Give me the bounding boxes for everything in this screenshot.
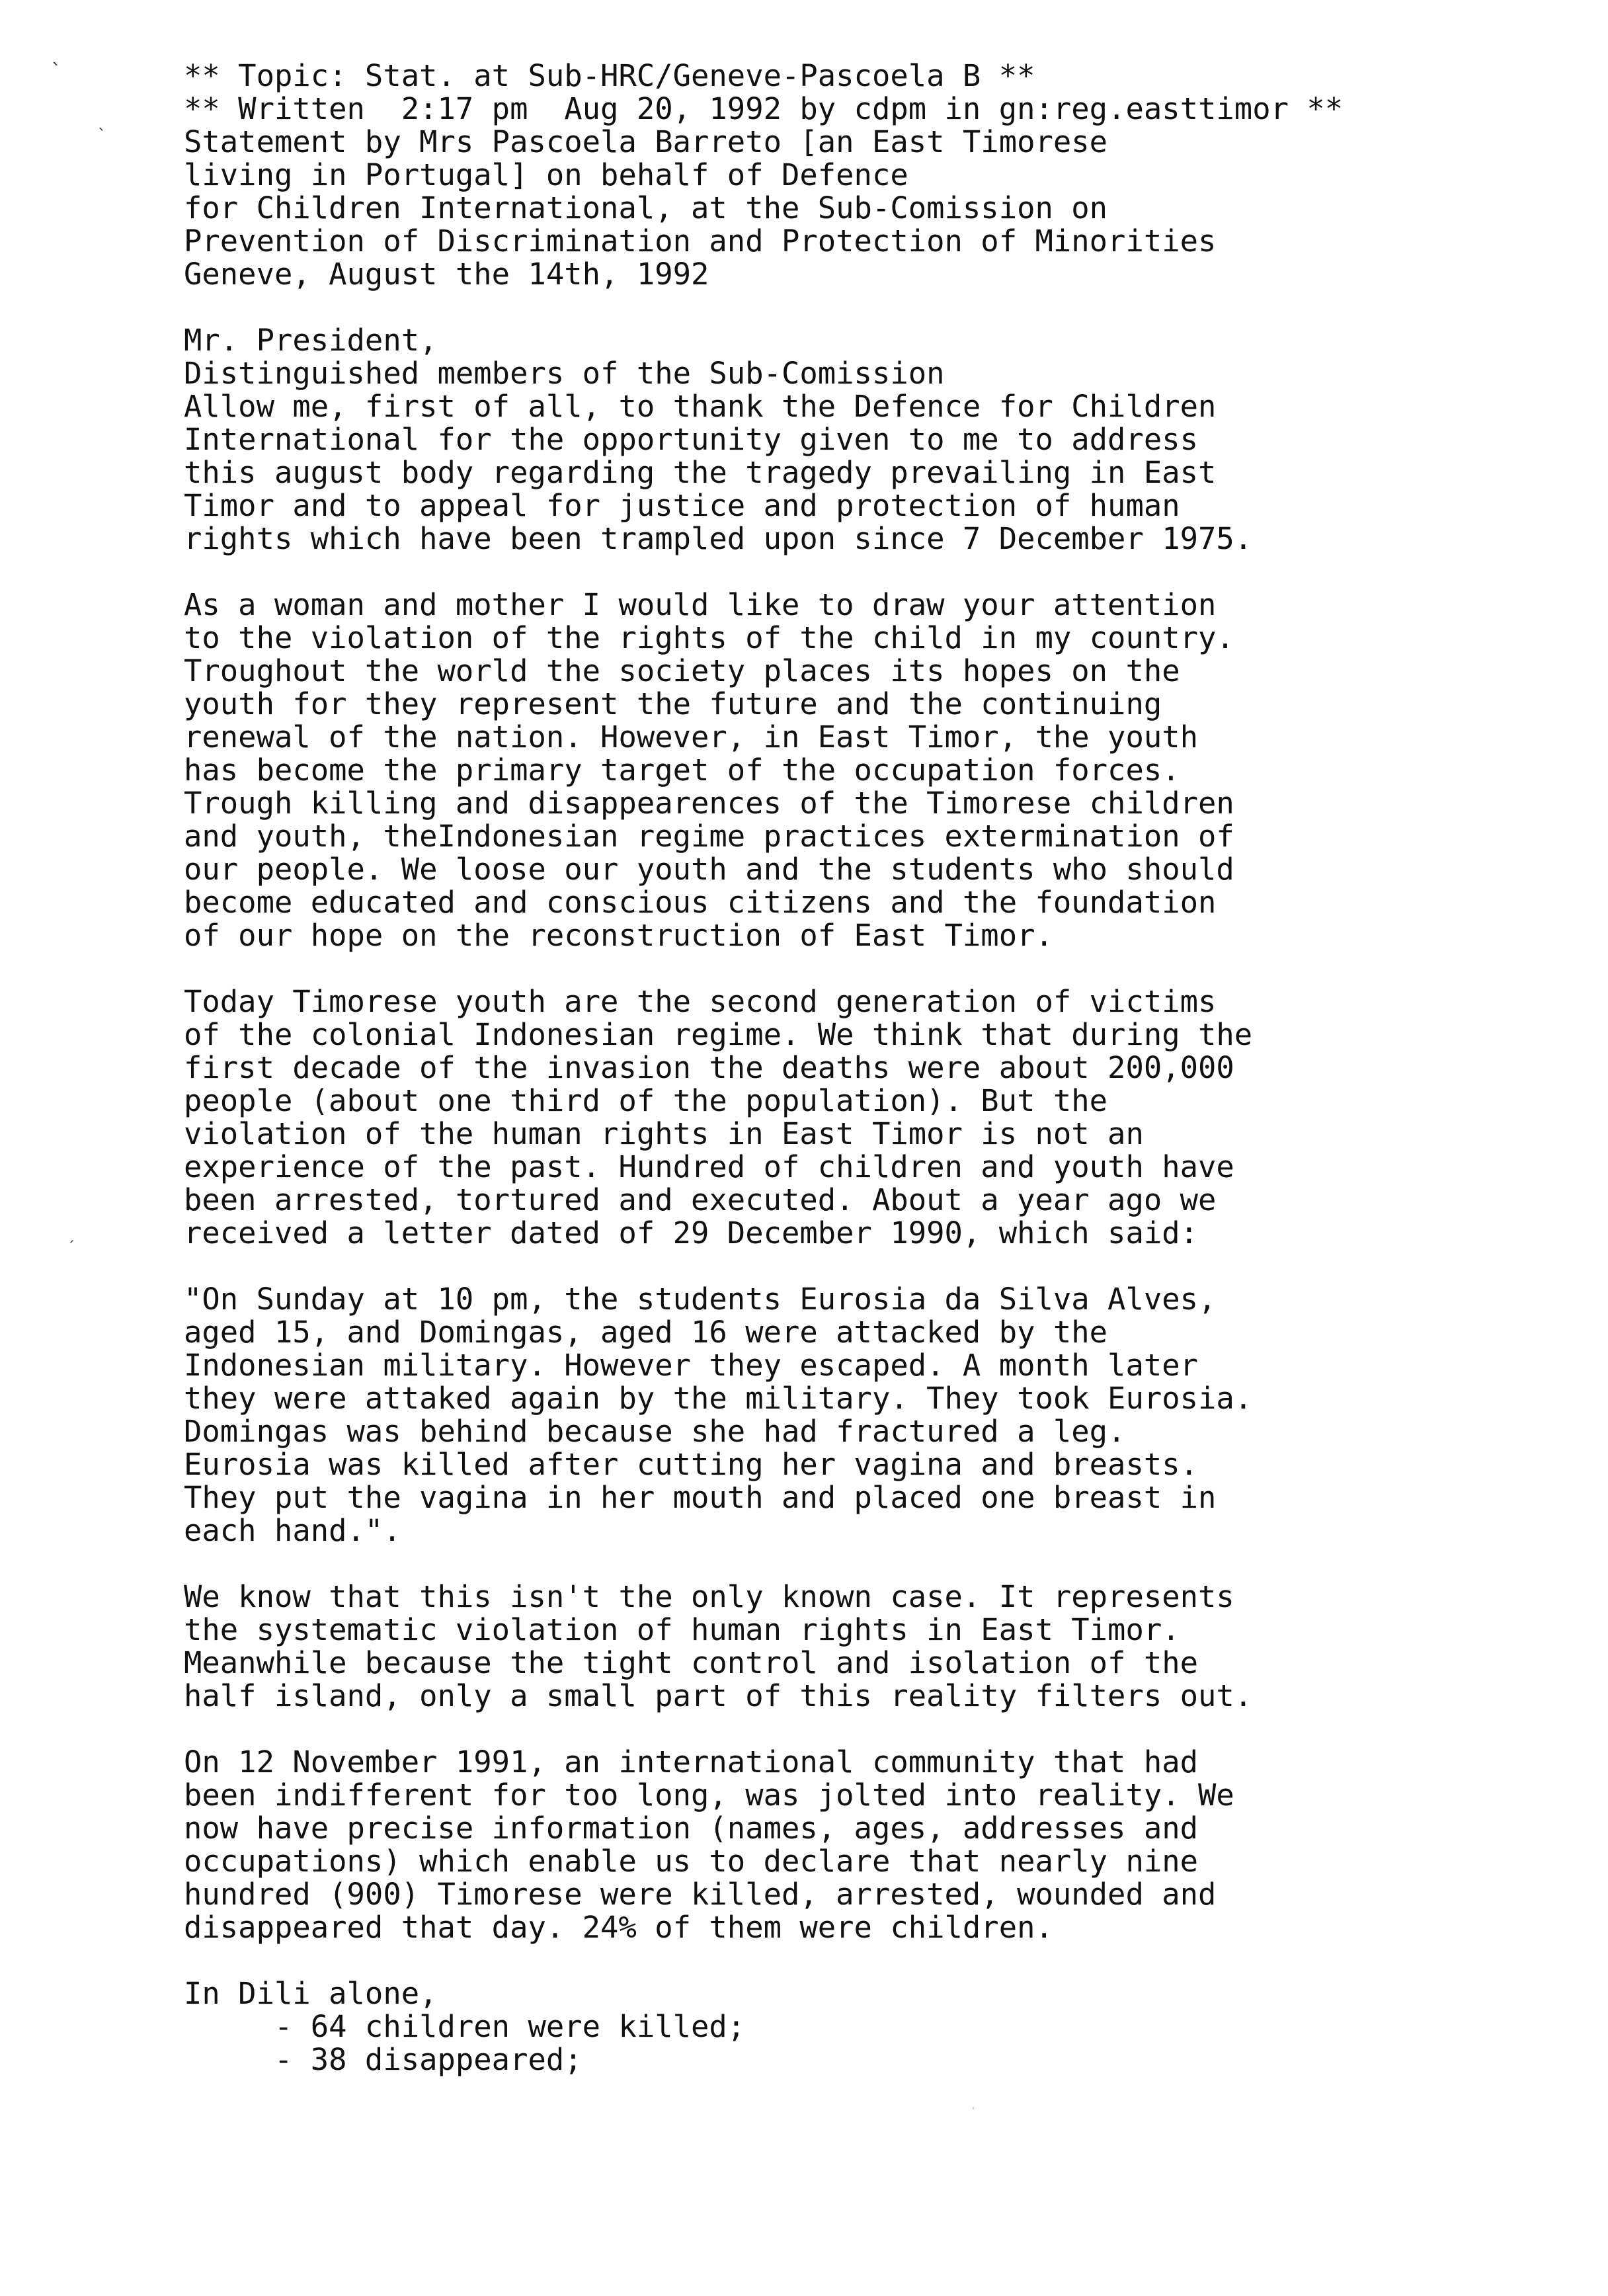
paragraph <box>184 1580 1599 1713</box>
text-line: living in Portugal] on behalf of Defence <box>184 157 908 192</box>
text-line: Domingas was behind because she had fractured a leg. <box>184 1414 1126 1449</box>
text-line: people (about one third of the population). But the <box>184 1083 1108 1118</box>
text-line: received a letter dated of 29 December 1990, which said: <box>184 1215 1199 1250</box>
text-line: On 12 November 1991, an international community that had <box>184 1744 1199 1780</box>
text-line: has become the primary target of the occupation forces. <box>184 753 1180 788</box>
paragraph <box>184 985 1599 1250</box>
text-line: the systematic violation of human rights in East Timor. <box>184 1612 1180 1647</box>
text-line: first decade of the invasion the deaths were about 200,000 <box>184 1050 1234 1085</box>
text-line: As a woman and mother I would like to draw your attention <box>184 587 1217 622</box>
text-line: been indifferent for too long, was jolted into reality. We <box>184 1778 1234 1813</box>
text-line: for Children International, at the Sub-Comission on <box>184 190 1108 226</box>
scan-speck: ˈ <box>972 2106 975 2117</box>
text-line: Trough killing and disappearences of the Timorese children <box>184 786 1234 821</box>
text-line: Statement by Mrs Pascoela Barreto [an East Timorese <box>184 124 1108 159</box>
text-line: renewal of the nation. However, in East Timor, the youth <box>184 719 1199 755</box>
text-line: ** Written 2:17 pm Aug 20, 1992 by cdpm in gn:reg.easttimor ** <box>184 91 1344 126</box>
text-line: of the colonial Indonesian regime. We think that during the <box>184 1017 1253 1052</box>
text-line: They put the vagina in her mouth and placed one breast in <box>184 1480 1217 1515</box>
text-line: our people. We loose our youth and the students who should <box>184 852 1234 887</box>
text-line: Eurosia was killed after cutting her vagina and breasts. <box>184 1447 1199 1482</box>
text-line: - 38 disappeared; <box>184 2042 583 2077</box>
text-line: - 64 children were killed; <box>184 2009 746 2044</box>
text-line: Geneve, August the 14th, 1992 <box>184 257 709 292</box>
scan-speck: ˏ <box>67 1227 75 1243</box>
text-line: Troughout the world the society places its hopes on the <box>184 653 1180 688</box>
text-line: Timor and to appeal for justice and protection of human <box>184 488 1180 523</box>
text-line: We know that this isn't the only known case. It represents <box>184 1579 1234 1614</box>
text-line: this august body regarding the tragedy prevailing in East <box>184 455 1217 490</box>
scan-speck: ˋ <box>52 60 61 81</box>
text-line: Prevention of Discrimination and Protection of Minorities <box>184 224 1217 259</box>
text-line: Allow me, first of all, to thank the Defence for Children <box>184 389 1217 424</box>
text-line: Distinguished members of the Sub-Comission <box>184 356 945 391</box>
text-line: rights which have been trampled upon since 7 December 1975. <box>184 521 1253 556</box>
text-line: In Dili alone, <box>184 1976 438 2011</box>
paragraph <box>184 1746 1599 1944</box>
text-line: become educated and conscious citizens and the foundation <box>184 885 1217 920</box>
text-line: Meanwhile because the tight control and isolation of the <box>184 1645 1199 1680</box>
paragraph <box>184 1977 1599 2076</box>
text-line: they were attaked again by the military. They took Eurosia. <box>184 1381 1253 1416</box>
text-line: International for the opportunity given to me to address <box>184 422 1199 457</box>
text-line: and youth, theIndonesian regime practices extermination of <box>184 819 1234 854</box>
scan-speck: ˎ <box>98 112 106 131</box>
text-line: experience of the past. Hundred of children and youth have <box>184 1149 1234 1184</box>
text-line: been arrested, tortured and executed. About a year ago we <box>184 1182 1217 1217</box>
text-line: to the violation of the rights of the child in my country. <box>184 620 1234 655</box>
text-line: occupations) which enable us to declare that nearly nine <box>184 1844 1199 1879</box>
text-line: youth for they represent the future and the continuing <box>184 686 1162 721</box>
text-line: disappeared that day. 24% of them were children. <box>184 1910 1053 1945</box>
text-line: ** Topic: Stat. at Sub-HRC/Geneve-Pascoela B ** <box>184 58 1035 93</box>
text-line: each hand.". <box>184 1513 401 1548</box>
text-line: now have precise information (names, ages, addresses and <box>184 1811 1199 1846</box>
text-line: "On Sunday at 10 pm, the students Eurosia da Silva Alves, <box>184 1282 1217 1317</box>
paragraph <box>184 324 1599 555</box>
paragraph <box>184 60 1599 291</box>
paragraph <box>184 1283 1599 1547</box>
text-line: Today Timorese youth are the second generation of victims <box>184 984 1217 1019</box>
text-line: violation of the human rights in East Timor is not an <box>184 1116 1144 1151</box>
text-line: hundred (900) Timorese were killed, arrested, wounded and <box>184 1877 1217 1912</box>
text-line: aged 15, and Domingas, aged 16 were attacked by the <box>184 1315 1108 1350</box>
text-line: of our hope on the reconstruction of East Timor. <box>184 918 1053 953</box>
paragraph <box>184 589 1599 952</box>
text-line: Indonesian military. However they escaped. A month later <box>184 1348 1199 1383</box>
text-line: half island, only a small part of this reality filters out. <box>184 1678 1253 1713</box>
text-line: Mr. President, <box>184 323 438 358</box>
document-body <box>184 60 1599 2110</box>
